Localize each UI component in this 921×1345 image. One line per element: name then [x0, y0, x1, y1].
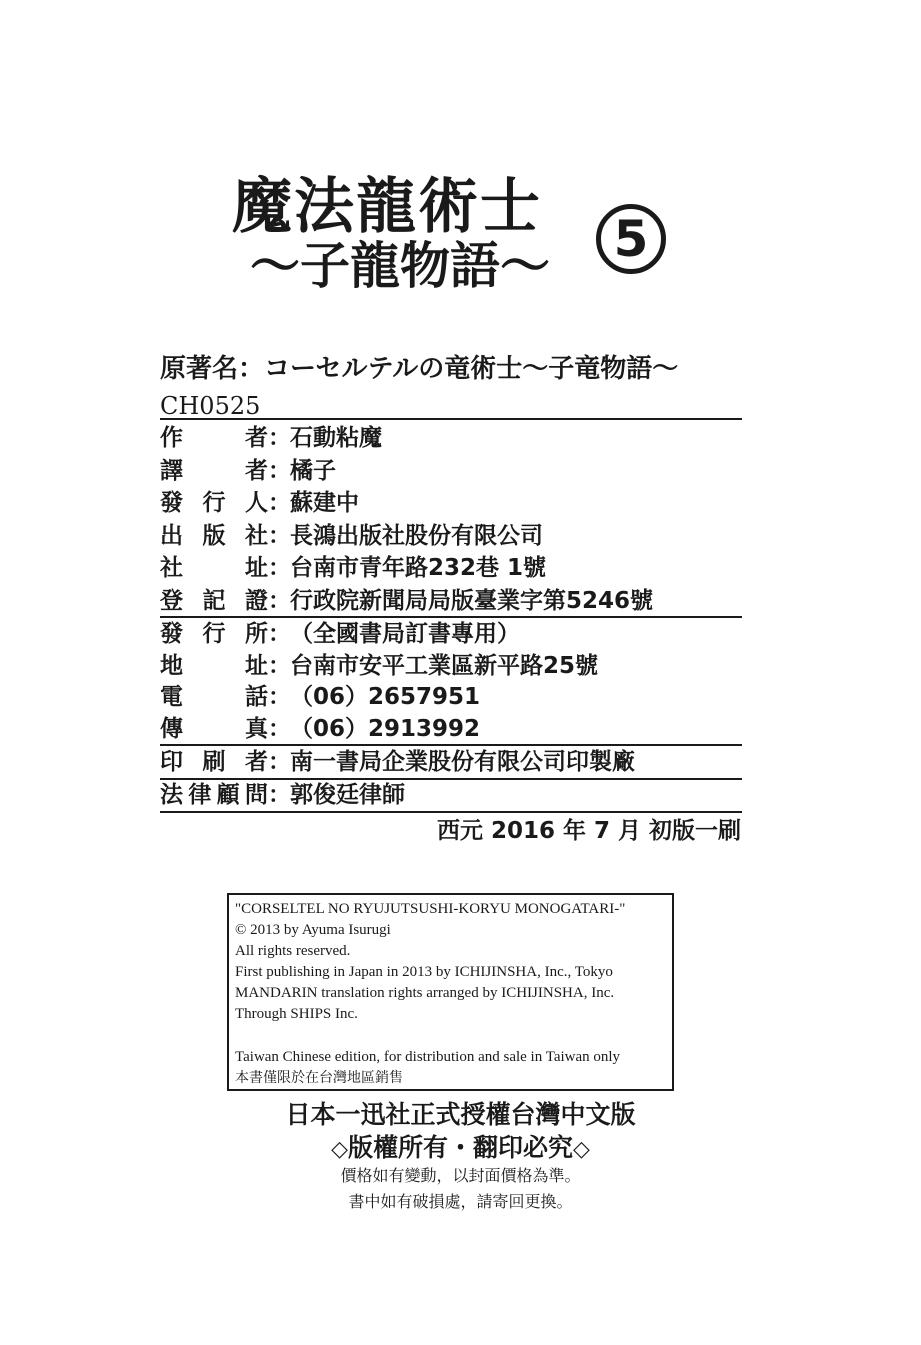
info-label-char: 登 [160, 587, 183, 614]
original-title-label: 原著名： [160, 354, 265, 384]
info-value: 台南市青年路232巷 1號 [290, 555, 547, 581]
diamond-icon: ◇ [331, 1137, 348, 1162]
info-label-char: 作 [160, 425, 183, 451]
info-label-char: 發 [160, 490, 183, 516]
info-label-char: 電 [160, 684, 183, 710]
info-label-char: 顧 [216, 782, 240, 808]
taiwan-edition-zh: 本書僅限於在台灣地區銷售 [235, 1070, 403, 1086]
product-code: CH0525 [160, 392, 261, 420]
copyright-line: MANDARIN translation rights arranged by ICHIJINSHA, Inc. [235, 985, 615, 1001]
divider [160, 418, 742, 420]
info-row [160, 422, 382, 454]
info-label [160, 779, 268, 811]
info-value: 橘子 [290, 457, 336, 484]
info-label-char: 發 [160, 621, 183, 647]
info-value: （06）2657951 [290, 684, 481, 710]
info-row [160, 487, 359, 519]
info-label [160, 618, 268, 650]
info-row [160, 713, 480, 745]
info-label-char: 行 [202, 621, 226, 647]
volume-number-badge [596, 204, 666, 274]
info-colon: ： [268, 457, 291, 484]
info-value: （全國書局訂書專用） [290, 621, 520, 647]
authorization-notice: 日本一迅社正式授權台灣中文版 [285, 1100, 636, 1129]
info-row [160, 585, 653, 617]
info-colon: ： [268, 587, 291, 614]
info-colon: ： [268, 782, 291, 808]
rights-notice [0, 1131, 921, 1167]
info-label-char: 者 [245, 425, 268, 451]
info-label-char: 證 [245, 587, 268, 614]
info-label-char: 行 [202, 490, 226, 516]
info-value: 台南市安平工業區新平路25號 [290, 652, 599, 679]
info-row [160, 779, 405, 811]
info-label-char: 問 [244, 782, 268, 808]
info-row [160, 681, 480, 713]
info-value: 郭俊廷律師 [290, 782, 405, 808]
info-label-char: 人 [245, 490, 268, 516]
info-label-char: 真 [245, 715, 268, 742]
info-label [160, 520, 268, 552]
info-value: （06）2913992 [290, 715, 481, 742]
info-value: 石動粘魔 [290, 425, 382, 451]
info-label-char: 印 [160, 749, 183, 775]
copyright-line: All rights reserved. [235, 943, 351, 959]
diamond-icon: ◇ [573, 1137, 590, 1162]
original-title-line [160, 352, 678, 386]
info-label [160, 455, 268, 487]
info-colon: ： [268, 555, 291, 581]
info-label-char: 版 [202, 522, 226, 549]
info-label [160, 422, 268, 454]
info-row [160, 650, 598, 682]
info-value: 行政院新聞局局版臺業字第5246號 [290, 587, 654, 614]
copyright-box [227, 893, 674, 1091]
book-subtitle: ～子龍物語～ [250, 237, 550, 295]
book-title: 魔法龍術士 [232, 172, 542, 242]
copyright-line: "CORSELTEL NO RYUJUTSUSHI-KORYU MONOGATARI-" [235, 901, 626, 917]
damage-note: 書中如有破損處，請寄回更換。 [348, 1192, 573, 1211]
info-label-char: 譯 [160, 457, 183, 484]
info-label [160, 585, 268, 617]
info-label [160, 713, 268, 745]
rights-text: 版權所有・翻印必究 [347, 1133, 573, 1162]
info-label [160, 681, 268, 713]
info-label-char: 律 [188, 782, 212, 808]
info-label-char: 法 [160, 782, 183, 808]
copyright-line: First publishing in Japan in 2013 by ICHIJINSHA, Inc., Tokyo [235, 964, 613, 980]
info-colon: ： [268, 621, 291, 647]
volume-number: 5 [613, 210, 649, 268]
info-label-char: 社 [160, 555, 183, 581]
info-value: 蘇建中 [290, 490, 359, 516]
divider [160, 811, 742, 813]
copyright-line: © 2013 by Ayuma Isurugi [235, 922, 391, 938]
info-label-char: 話 [245, 684, 268, 710]
publication-date: 西元 2016 年 7 月 初版一刷 [436, 818, 741, 844]
info-row [160, 455, 336, 487]
info-label-char: 者 [245, 457, 268, 484]
info-label-char: 刷 [202, 749, 226, 775]
info-label-char: 社 [245, 522, 268, 549]
info-label [160, 487, 268, 519]
taiwan-edition-en: Taiwan Chinese edition, for distribution and sale in Taiwan only [235, 1049, 621, 1065]
info-colon: ： [268, 522, 291, 549]
info-label-char: 址 [245, 652, 268, 679]
info-colon: ： [268, 749, 291, 775]
info-label [160, 552, 268, 584]
info-label [160, 746, 268, 778]
info-label-char: 者 [245, 749, 268, 775]
info-colon: ： [268, 652, 291, 679]
info-label-char: 傳 [160, 715, 183, 742]
info-row [160, 746, 635, 778]
info-colon: ： [268, 490, 291, 516]
info-label-char: 記 [202, 587, 226, 614]
info-value: 長鴻出版社股份有限公司 [290, 522, 543, 549]
info-label-char: 地 [160, 652, 183, 679]
price-note: 價格如有變動，以封面價格為準。 [340, 1166, 581, 1185]
info-colon: ： [268, 715, 291, 742]
info-row [160, 618, 520, 650]
info-row [160, 552, 546, 584]
info-value: 南一書局企業股份有限公司印製廠 [290, 749, 635, 775]
info-colon: ： [268, 684, 291, 710]
info-colon: ： [268, 425, 291, 451]
info-row [160, 520, 543, 552]
info-label-char: 所 [245, 621, 268, 647]
info-label-char: 出 [160, 522, 183, 549]
copyright-line: Through SHIPS Inc. [235, 1006, 358, 1022]
info-label-char: 址 [245, 555, 268, 581]
original-title-value: コーセルテルの竜術士～子竜物語～ [264, 354, 679, 384]
info-label [160, 650, 268, 682]
